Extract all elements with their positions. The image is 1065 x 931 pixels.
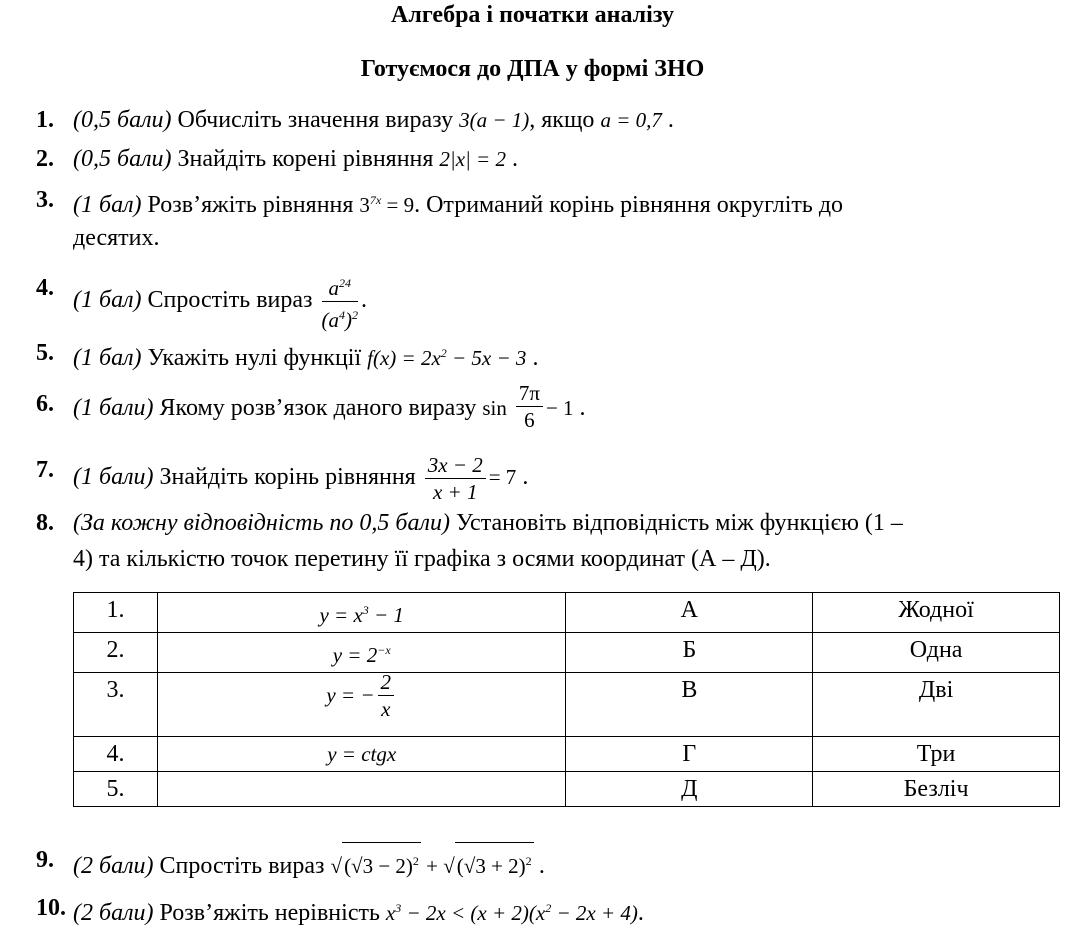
row-answer: Безліч: [813, 772, 1060, 807]
task-text: Обчисліть значення виразу: [177, 107, 454, 133]
task-number: 6.: [36, 391, 54, 417]
task-number: 4.: [36, 275, 54, 301]
row-number: 3.: [74, 673, 158, 737]
task-points: (За кожну відповідність по 0,5 бали): [73, 510, 450, 536]
task-number: 8.: [36, 510, 54, 536]
task-math-fn: sin: [482, 396, 507, 421]
task-end: .: [667, 107, 674, 133]
table-row: [74, 633, 1060, 673]
task-text: Спростіть вираз: [159, 853, 325, 879]
task-text: Знайдіть корені рівняння: [177, 146, 434, 172]
row-function: $y = 2^{-x}$: [157, 633, 566, 673]
task-text: Розв’яжіть рівняння: [147, 192, 354, 218]
task-text: Установіть відповідність між функцією (1 –: [455, 510, 903, 536]
task-points: (1 бал): [73, 345, 142, 371]
task-text: Укажіть нулі функції: [147, 345, 362, 371]
row-answer: Дві: [813, 673, 1060, 737]
task-end: . Отриманий корінь рівняння округліть до: [414, 192, 844, 218]
task-math: − 1: [545, 396, 574, 421]
task-math: = 7: [488, 465, 517, 490]
task-text: Розв’яжіть нерівність: [159, 900, 380, 926]
task-math: a = 0,7: [600, 108, 662, 132]
row-function: y = − $\frac{2}{x}$: [157, 673, 566, 737]
task-text-mid: , якщо: [529, 107, 595, 133]
task-number: 10.: [36, 895, 66, 921]
row-number: 4.: [74, 737, 158, 772]
row-function: y = ctgx: [157, 737, 566, 772]
row-letter: Г: [566, 737, 813, 772]
task-math: $√(√3 - 2)^2 + √(√3 + 2)^2$: [331, 854, 539, 878]
row-answer: Жодної: [813, 593, 1060, 633]
task-end: .: [538, 853, 545, 879]
row-number: 1.: [74, 593, 158, 633]
task-number: 5.: [36, 340, 54, 366]
task-end: .: [522, 464, 529, 491]
row-function: $y = x^3 - 1$: [157, 593, 566, 633]
fraction: $\frac{7\pi}{6}$: [516, 380, 543, 433]
task-end: .: [511, 146, 518, 172]
row-letter: А: [566, 593, 813, 633]
task-math: $x^3 - 2x < (x + 2)(x^2 - 2x + 4)$: [385, 901, 638, 925]
task-end: .: [532, 345, 539, 371]
task-text: Спростіть вираз: [147, 287, 313, 314]
fraction: $\frac{a^{24}}{(a^4)^2}$: [322, 270, 359, 333]
task-text: Якому розв’язок даного виразу: [159, 395, 477, 422]
task-points: (1 бал): [73, 287, 142, 314]
row-letter: В: [566, 673, 813, 737]
page-title: Алгебра і початки аналізу: [391, 2, 674, 28]
task-number: 1.: [36, 107, 54, 133]
task-math: 3(a − 1): [459, 108, 530, 132]
table-row: [74, 737, 1060, 772]
task-number: 9.: [36, 847, 54, 873]
row-number: 5.: [74, 772, 158, 807]
row-letter: Б: [566, 633, 813, 673]
task-points: (2 бали): [73, 853, 154, 879]
table-row: [74, 673, 1060, 737]
page-subtitle: Готуємося до ДПА у формі ЗНО: [360, 56, 705, 82]
task-number: 2.: [36, 146, 54, 172]
task-end: .: [579, 395, 586, 422]
task-number: 7.: [36, 457, 54, 483]
row-answer: Одна: [813, 633, 1060, 673]
task-math: 2|x| = 2: [439, 147, 506, 171]
row-letter: Д: [566, 772, 813, 807]
fraction: $\frac{3x - 2}{x + 1}$: [425, 452, 486, 505]
task-math: $3^{7x} = 9$: [359, 193, 415, 217]
task-end: .: [361, 287, 368, 314]
row-number: 2.: [74, 633, 158, 673]
table-row: [74, 593, 1060, 633]
task-end: .: [637, 900, 644, 926]
task-number: 3.: [36, 187, 54, 213]
task-points: (1 бал): [73, 192, 142, 218]
task-math: $f(x) = 2x^2 - 5x - 3$: [367, 346, 527, 370]
table-row: [74, 772, 1060, 807]
correspondence-table: [73, 592, 1060, 807]
row-answer: Три: [813, 737, 1060, 772]
task-points: (1 бали): [73, 464, 154, 491]
task-points: (1 бали): [73, 395, 154, 422]
task-text: Знайдіть корінь рівняння: [159, 464, 416, 491]
task-points: (2 бали): [73, 900, 154, 926]
row-function: [157, 772, 566, 807]
task-points: (0,5 бали): [73, 107, 172, 133]
task-points: (0,5 бали): [73, 146, 172, 172]
